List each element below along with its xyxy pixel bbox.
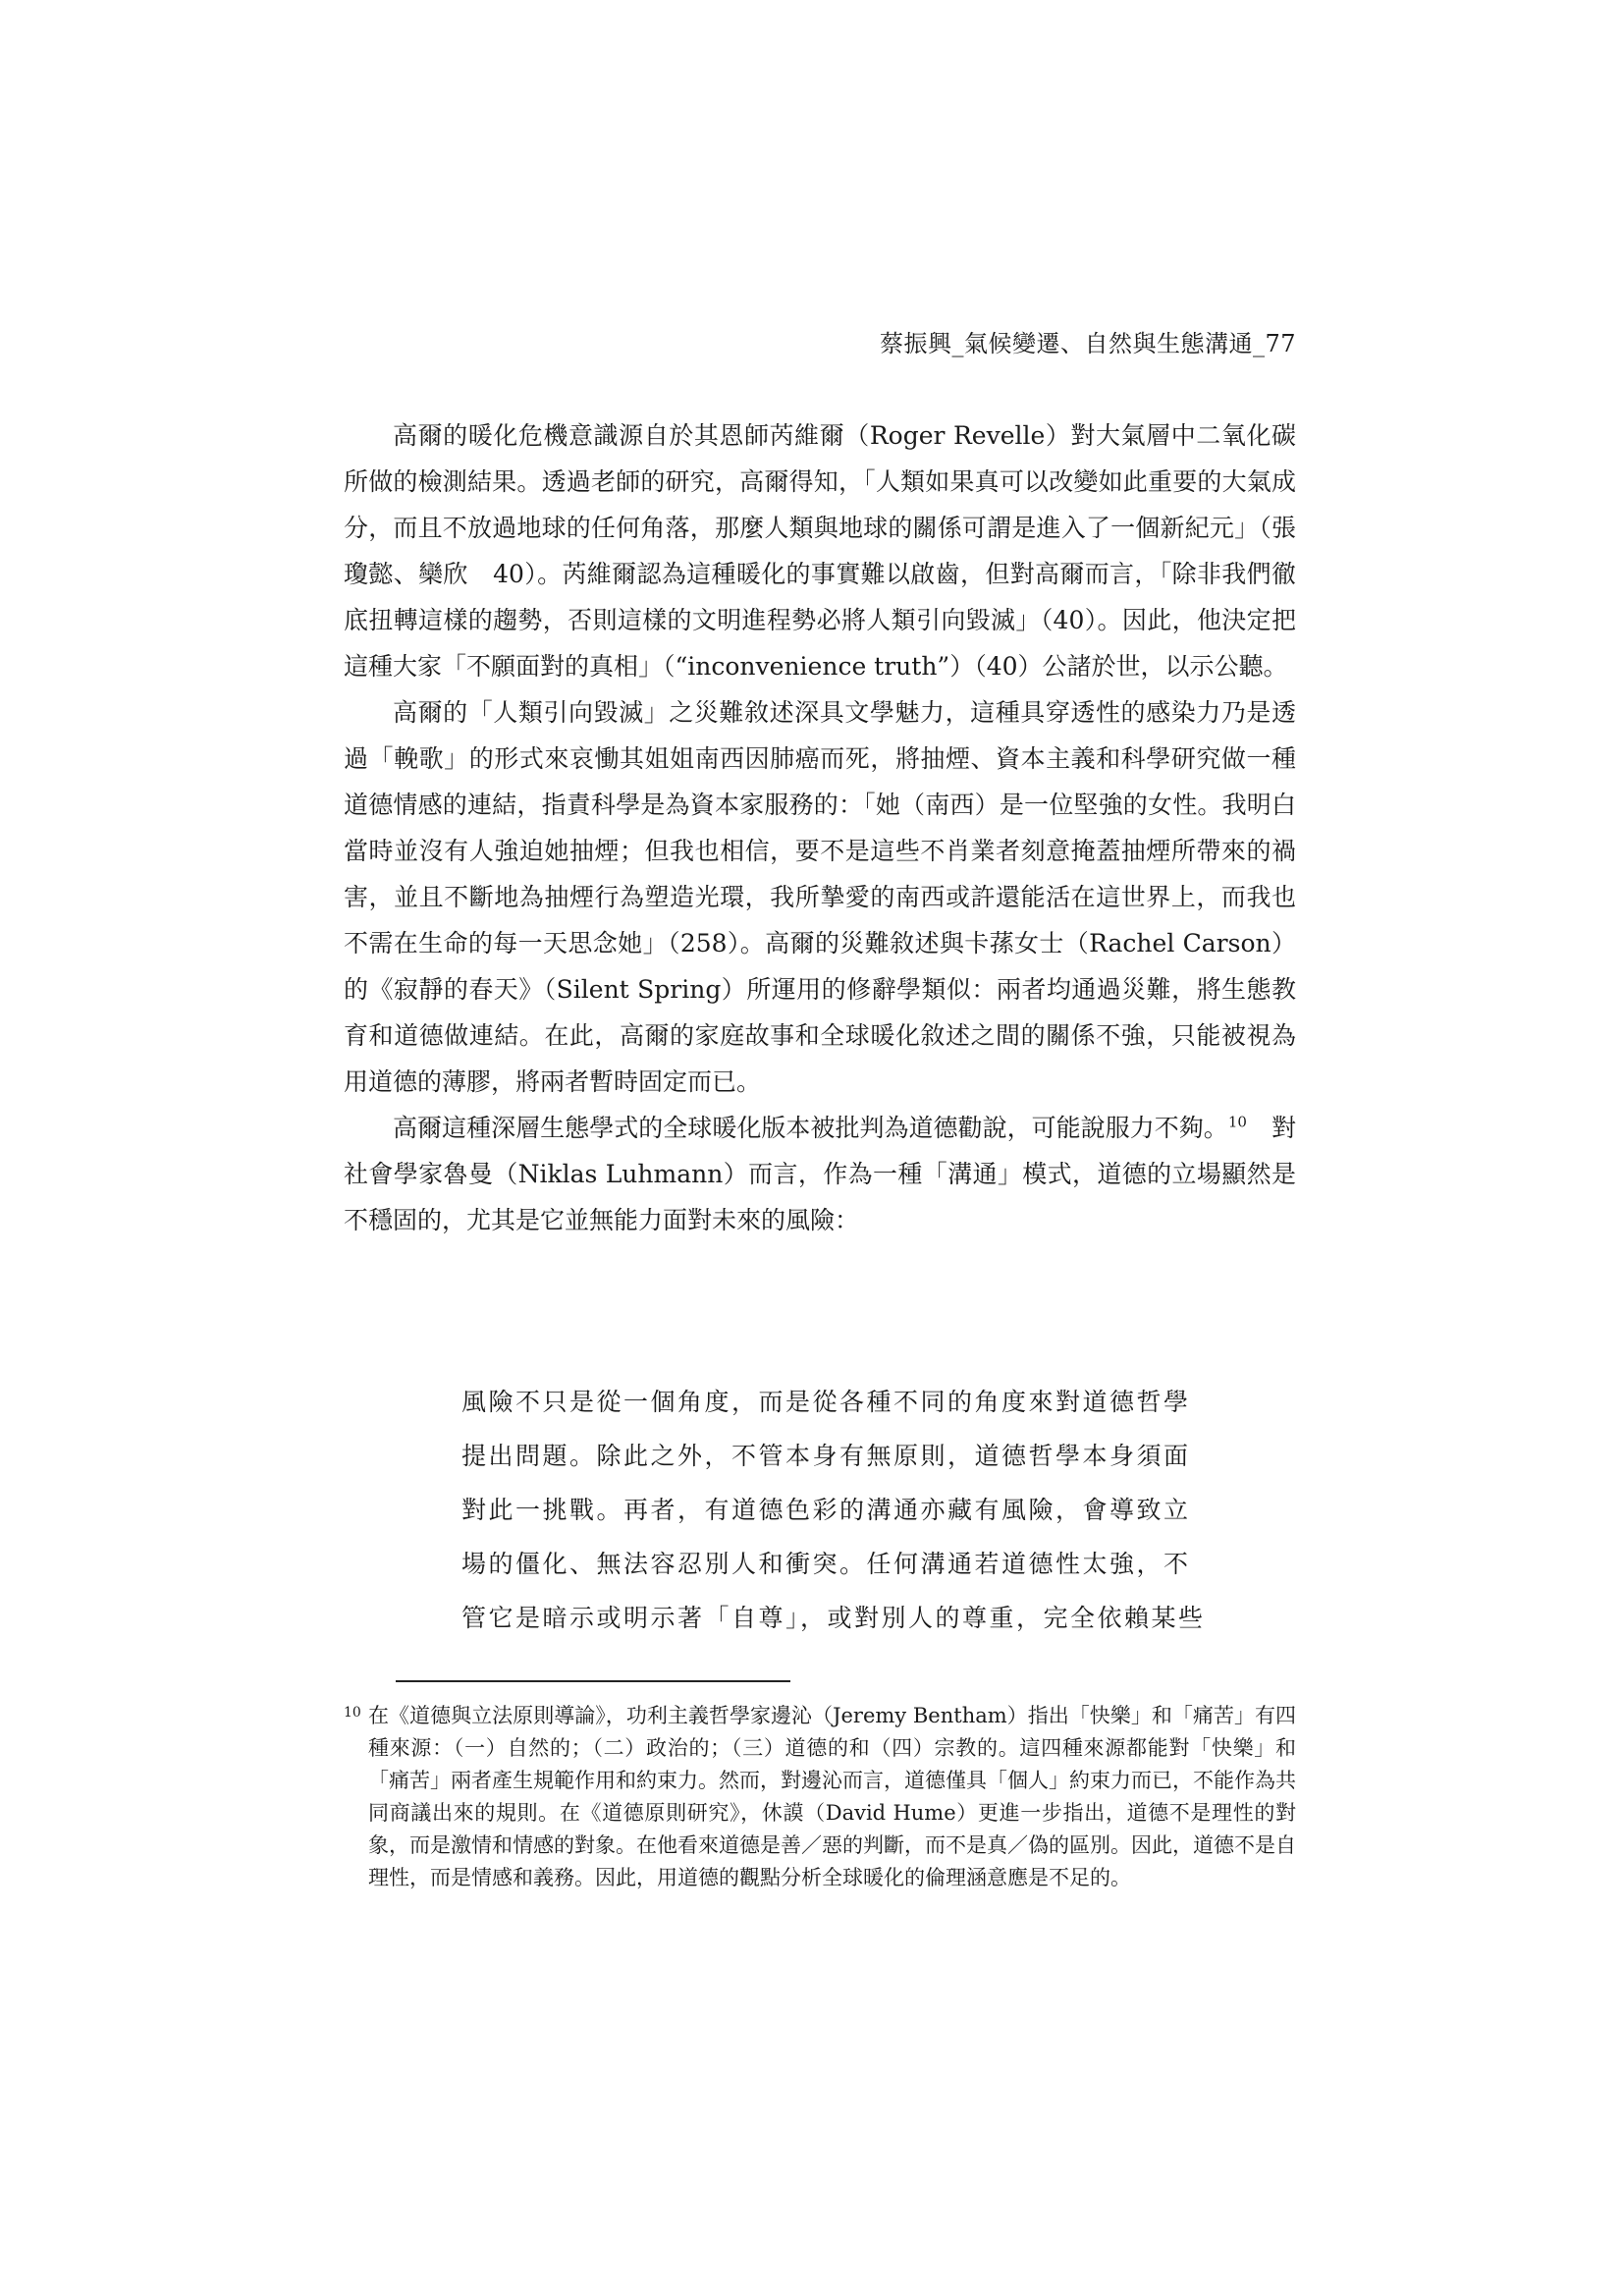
paragraph-2: 高爾的「人類引向毀滅」之災難敘述深具文學魅力，這種具穿透性的感染力乃是透過「輓歌」的形式來哀慟其姐姐南西因肺癌而死，將抽煙、資本主義和科學研究做一種道德情感的連結，指責科學是為資本家服務的：「她（南西）是一位堅強的女性。我明白當時並沒有人強迫她抽煙；但我也相信，要不是這些不肖業者刻意掩蓋抽煙所帶來的禍害，並且不斷地為抽煙行為塑造光環，我所摯愛的南西或許還能活在這世界上，而我也不需在生命的每一天思念她」（258）。高爾的災難敘述與卡蓀女士（Rachel Carson）的《寂靜的春天》（Silent Spring）所運用的修辭學類似：兩者均通過災難，將生態教育和道德做連結。在此，高爾的家庭故事和全球暖化敘述之間的關係不強，只能被視為用道德的薄膠，將兩者暫時固定而已。: [344, 698, 1296, 1096]
block-quote-line: 對此一挑戰。再者，有道德色彩的溝通亦藏有風險，會導致立: [461, 1496, 1191, 1524]
footnote-text: 在《道德與立法原則導論》，功利主義哲學家邊沁（Jeremy Bentham）指出「快樂」和「痛苦」有四種來源：（一）自然的；（二）政治的；（三）道德的和（四）宗教的。這四種來源都能對「快樂」和「痛苦」兩者產生規範作用和約束力。然而，對邊沁而言，道德僅具「個人」約束力而已，不能作為共同商議出來的規則。在《道德原則研究》，休謨（David Hume）更進一步指出，道德不是理性的對象，而是激情和情感的對象。在他看來道德是善／惡的判斷，而不是真／偽的區別。因此，道德不是自理性，而是情感和義務。因此，用道德的觀點分析全球暖化的倫理涵意應是不足的。: [368, 1704, 1296, 1889]
paragraph-3: [344, 1105, 1296, 1243]
block-quote-line: 提出問題。除此之外，不管本身有無原則，道德哲學本身須面: [461, 1442, 1191, 1470]
paragraph-3-text-after-note: 對社會學家魯曼（Niklas Luhmann）而言，作為一種「溝通」模式，道德的立場顯然是不穩固的，尤其是它並無能力面對未來的風險：: [344, 1114, 1296, 1234]
footnote-reference[interactable]: 10: [1227, 1113, 1247, 1131]
body-text: [344, 412, 1296, 1243]
footnote-separator: [396, 1680, 790, 1682]
block-quote-line: 管它是暗示或明示著「自尊」，或對別人的尊重，完全依賴某些: [461, 1604, 1206, 1632]
block-quote-line: 風險不只是從一個角度，而是從各種不同的角度來對道德哲學: [461, 1388, 1191, 1416]
running-header: 蔡振興_氣候變遷、自然與生態溝通_77: [879, 330, 1296, 357]
paragraph-1: 高爾的暖化危機意識源自於其恩師芮維爾（Roger Revelle）對大氣層中二氧化碳所做的檢測結果。透過老師的研究，高爾得知，「人類如果真可以改變如此重要的大氣成分，而且不放過地球的任何角落，那麼人類與地球的關係可謂是進入了一個新紀元」（張瓊懿、欒欣 40）。芮維爾認為這種暖化的事實難以啟齒，但對高爾而言，「除非我們徹底扭轉這樣的趨勢，否則這樣的文明進程勢必將人類引向毀滅」（40）。因此，他決定把這種大家「不願面對的真相」（“inconvenience truth”）（40）公諸於世，以示公聽。: [344, 421, 1296, 681]
footnote-mark: 10: [344, 1705, 361, 1721]
paragraph-3-text-before-note: 高爾這種深層生態學式的全球暖化版本被批判為道德勸說，可能說服力不夠。: [393, 1114, 1228, 1142]
block-quote: [461, 1375, 1217, 1645]
block-quote-line: 場的僵化、無法容忍別人和衝突。任何溝通若道德性太強，不: [461, 1550, 1191, 1578]
footnote-10: [344, 1700, 1296, 1894]
